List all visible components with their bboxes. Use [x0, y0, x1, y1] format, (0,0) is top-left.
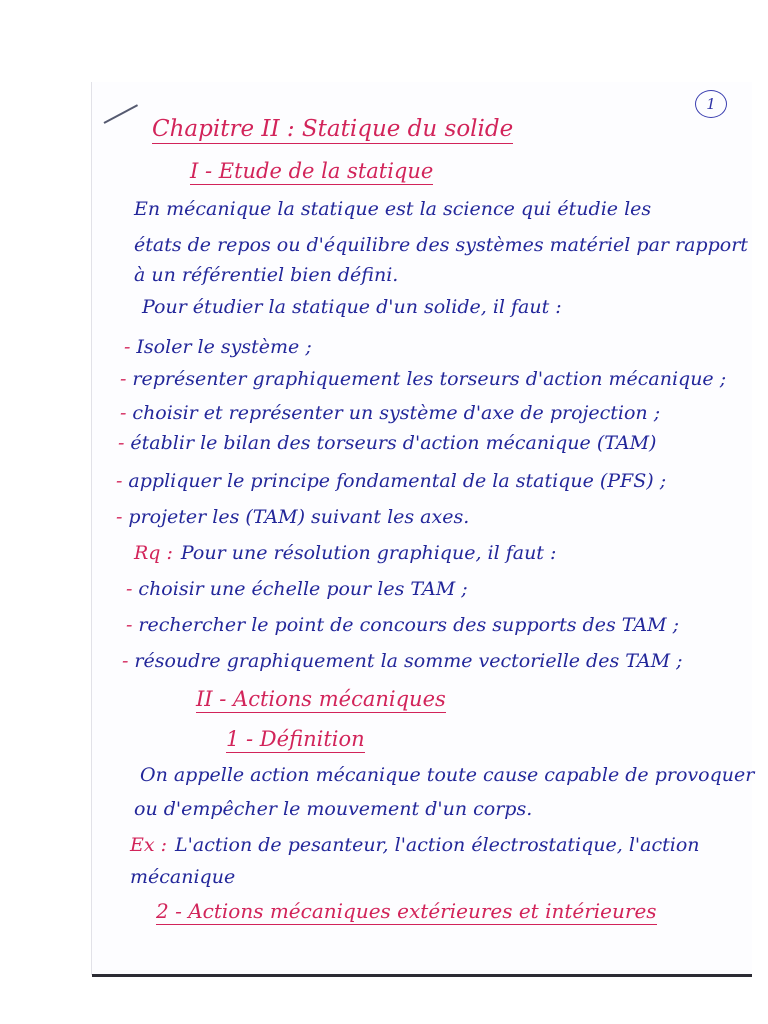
section-heading-2: [196, 686, 446, 712]
section-heading-1-text: I - Etude de la statique: [190, 159, 434, 183]
remark-step: [122, 648, 683, 674]
definition-line-2: ou d'empêcher le mouvement d'un corps.: [134, 798, 533, 820]
subsection-heading-2: [156, 898, 657, 924]
example-label: Ex :: [130, 834, 168, 856]
dash-bullet: -: [126, 578, 133, 600]
chapter-title: [152, 116, 513, 142]
example-line-1: L'action de pesanteur, l'action électrostatique, l'action: [175, 834, 700, 856]
page-number: 1: [695, 90, 727, 118]
example: [130, 832, 700, 858]
method-step: [120, 366, 726, 392]
remark-label: Rq :: [134, 542, 173, 564]
method-step-text: Isoler le système ;: [136, 336, 312, 358]
method-step: [118, 430, 656, 456]
dash-bullet: -: [120, 402, 127, 424]
method-step-text: choisir et représenter un système d'axe de projection ;: [132, 402, 661, 424]
dash-bullet: -: [126, 614, 133, 636]
remark-text: Pour une résolution graphique, il faut :: [180, 542, 557, 564]
remark-step-text: rechercher le point de concours des supports des TAM ;: [138, 614, 680, 636]
remark-step: [126, 576, 468, 602]
method-step-text: établir le bilan des torseurs d'action mécanique (TAM): [130, 432, 657, 454]
method-step: [124, 334, 312, 360]
intro-line-3: à un référentiel bien défini.: [134, 264, 399, 286]
intro-line-1: En mécanique la statique est la science qui étudie les: [134, 198, 652, 220]
remark: [134, 540, 556, 566]
chapter-title-text: Chapitre II : Statique du solide: [152, 116, 514, 142]
dash-bullet: -: [122, 650, 129, 672]
method-step: [116, 504, 469, 530]
dash-bullet: -: [118, 432, 125, 454]
dash-bullet: -: [116, 506, 123, 528]
subsection-heading-1-text: 1 - Définition: [226, 727, 365, 751]
subsection-heading-1: [226, 726, 365, 752]
section-heading-1: [190, 158, 433, 184]
remark-step: [126, 612, 679, 638]
dash-bullet: -: [116, 470, 123, 492]
method-step-text: projeter les (TAM) suivant les axes.: [128, 506, 470, 528]
example-line-2: mécanique: [130, 866, 236, 888]
dash-bullet: -: [124, 336, 131, 358]
definition-line-1: On appelle action mécanique toute cause capable de provoquer: [140, 764, 755, 786]
method-step-text: appliquer le principe fondamental de la statique (PFS) ;: [128, 470, 667, 492]
section-heading-2-text: II - Actions mécaniques: [196, 687, 446, 711]
method-step: [120, 400, 660, 426]
subsection-heading-2-text: 2 - Actions mécaniques extérieures et intérieures: [156, 899, 657, 923]
page-bottom-edge: [92, 974, 752, 977]
remark-step-text: résoudre graphiquement la somme vectorielle des TAM ;: [134, 650, 683, 672]
method-step-text: représenter graphiquement les torseurs d'action mécanique ;: [132, 368, 727, 390]
dash-bullet: -: [120, 368, 127, 390]
method-intro: Pour étudier la statique d'un solide, il faut :: [142, 296, 562, 318]
method-step: [116, 468, 666, 494]
remark-step-text: choisir une échelle pour les TAM ;: [138, 578, 468, 600]
intro-line-2: états de repos ou d'équilibre des systèmes matériel par rapport: [134, 234, 748, 256]
